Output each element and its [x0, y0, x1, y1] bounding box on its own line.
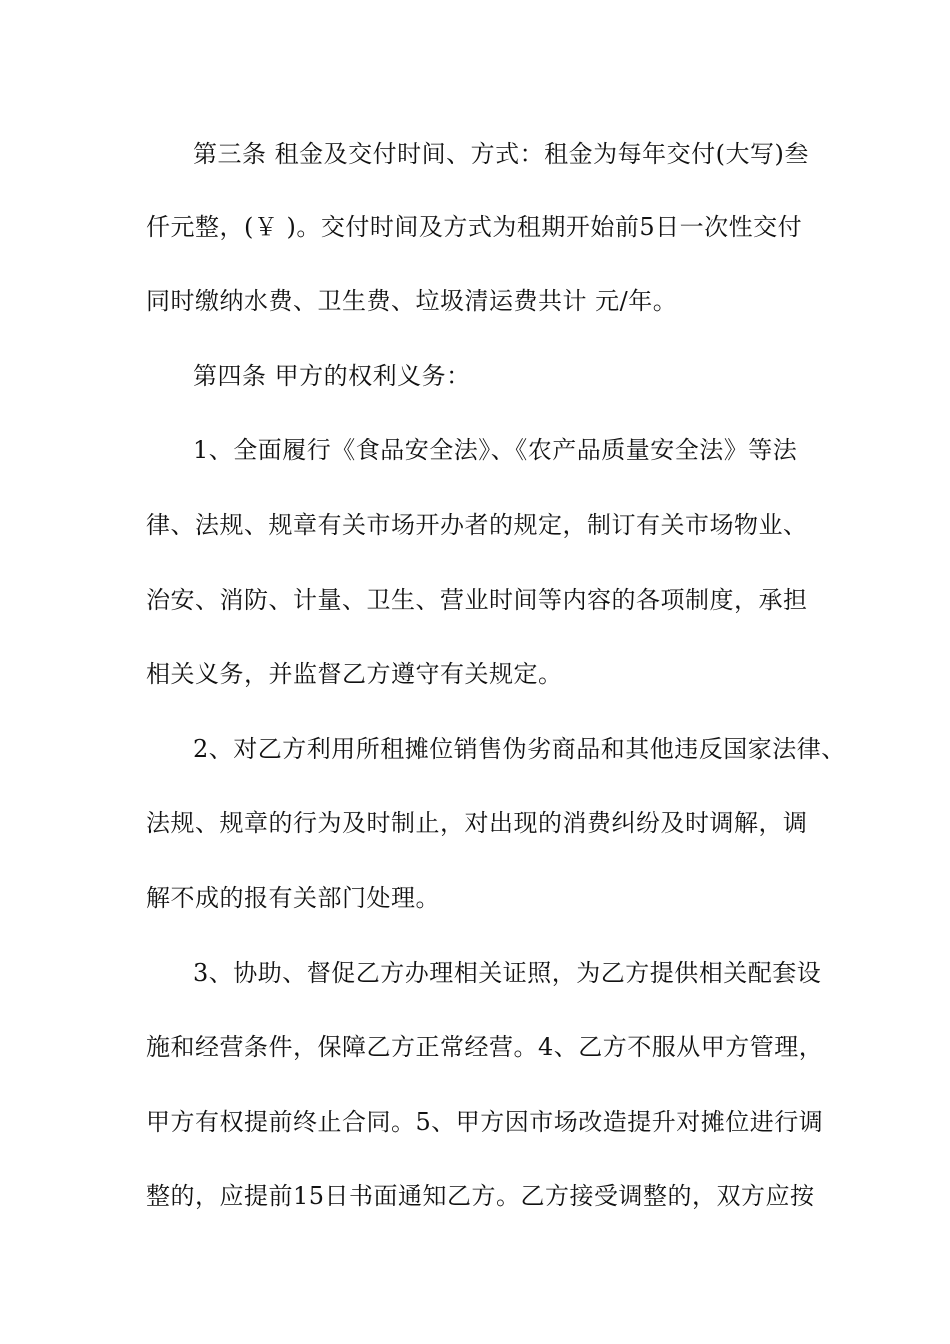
- item-2-line-1: 2、对乙方利用所租摊位销售伪劣商品和其他违反国家法律、: [193, 735, 846, 763]
- item-2-line-2: 法规、规章的行为及时制止，对出现的消费纠纷及时调解，调: [146, 809, 808, 837]
- clause-4-heading: 第四条 甲方的权利义务：: [193, 362, 471, 390]
- item-1-line-2: 律、法规、规章有关市场开办者的规定，制订有关市场物业、: [146, 511, 808, 539]
- item-1-line-1: 1、全面履行《食品安全法》、《农产品质量安全法》等法: [193, 436, 798, 464]
- item-3-line-1: 3、协助、督促乙方办理相关证照，为乙方提供相关配套设: [193, 959, 822, 987]
- clause-3-line-3: 同时缴纳水费、卫生费、垃圾清运费共计 元/年。: [146, 287, 678, 315]
- item-2-line-3: 解不成的报有关部门处理。: [146, 884, 440, 912]
- clause-3-line-2: 仟元整，(￥ )。交付时间及方式为租期开始前5日一次性交付: [146, 213, 803, 241]
- clause-3-line-1: 第三条 租金及交付时间、方式：租金为每年交付(大写)叁: [193, 140, 809, 168]
- item-3-line-3: 甲方有权提前终止合同。5、甲方因市场改造提升对摊位进行调: [146, 1108, 824, 1136]
- item-3-line-2: 施和经营条件，保障乙方正常经营。4、乙方不服从甲方管理，: [146, 1033, 824, 1061]
- item-1-line-4: 相关义务，并监督乙方遵守有关规定。: [146, 660, 563, 688]
- item-1-line-3: 治安、消防、计量、卫生、营业时间等内容的各项制度，承担: [146, 586, 808, 614]
- item-3-line-4: 整的，应提前15日书面通知乙方。乙方接受调整的，双方应按: [146, 1182, 815, 1210]
